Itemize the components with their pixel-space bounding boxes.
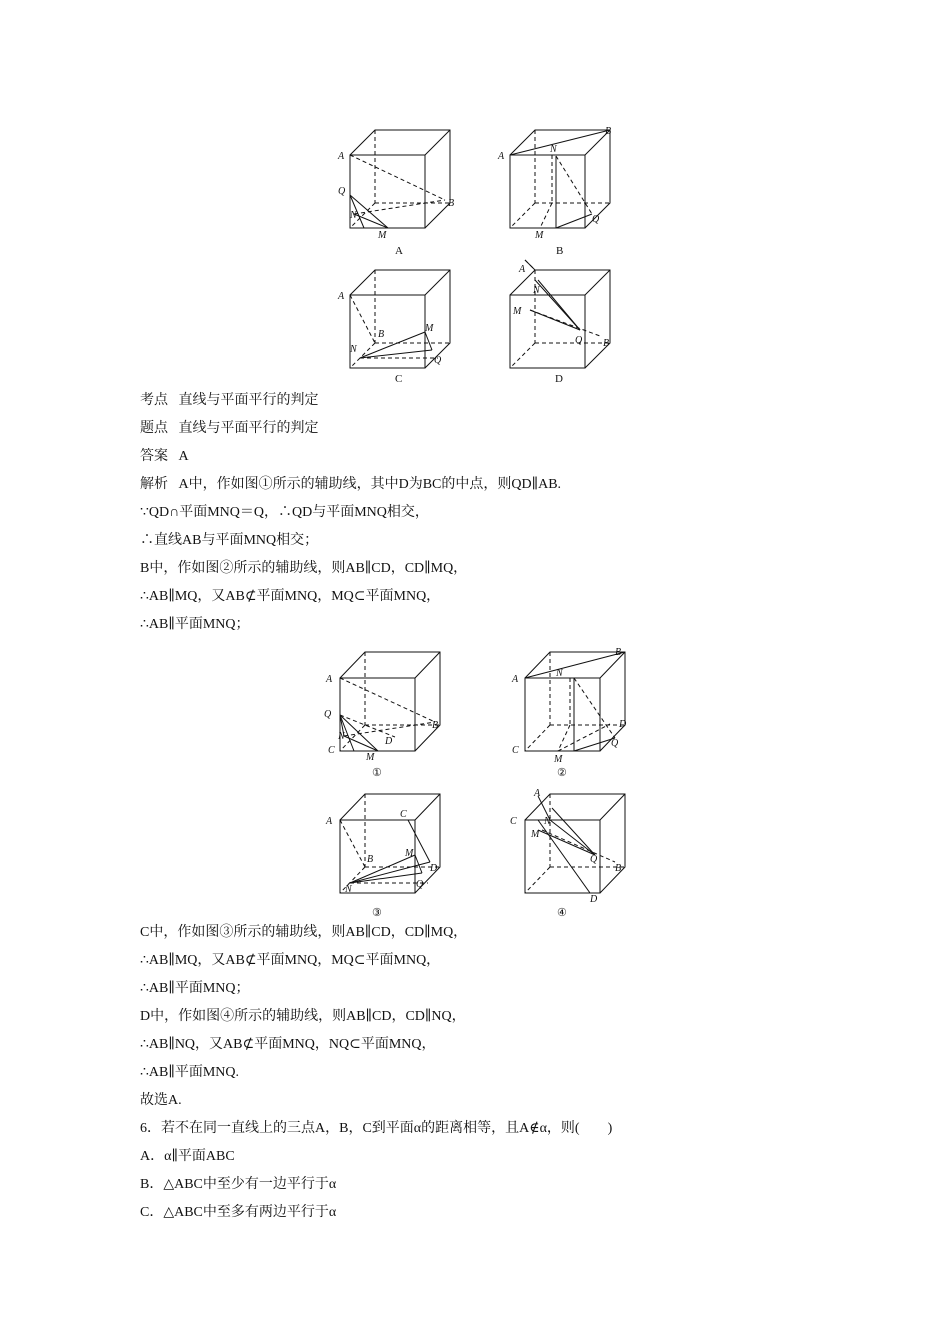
label-4-d: D xyxy=(590,894,598,905)
tidian-label: 题点 xyxy=(140,421,168,436)
label-a-b: B xyxy=(448,198,455,209)
label-b-a: A xyxy=(498,151,505,162)
label-3-q: Q xyxy=(416,879,424,890)
label-b-q: Q xyxy=(592,214,600,225)
cube-option-d xyxy=(510,260,610,368)
cube-fig-3 xyxy=(340,794,440,893)
label-2-m: M xyxy=(554,754,563,765)
label-a-n: N xyxy=(350,210,357,221)
caption-c: C xyxy=(395,373,403,385)
analysis-line-5: ∴AB∥MQ，又AB⊄平面MNQ，MQ⊂平面MNQ， xyxy=(140,589,441,604)
analysis-line-7: C中，作如图③所示的辅助线，则AB∥CD，CD∥MQ， xyxy=(140,925,468,940)
label-2-d: D xyxy=(619,719,627,730)
tidian-line xyxy=(140,420,319,438)
analysis-line-12: ∴AB∥平面MNQ. xyxy=(140,1065,239,1080)
analysis-line-3: ∴直线AB与平面MNQ相交； xyxy=(140,533,319,548)
label-b-b: B xyxy=(605,126,612,137)
label-2-n: N xyxy=(556,668,563,679)
label-1-n: N xyxy=(338,731,345,742)
label-2-a: A xyxy=(512,674,519,685)
label-3-b: B xyxy=(367,854,374,865)
label-d-b: B xyxy=(603,338,610,349)
analysis-line-4: B中，作如图②所示的辅助线，则AB∥CD，CD∥MQ， xyxy=(140,561,468,576)
answer-label: 答案 xyxy=(140,449,168,464)
label-c-m: M xyxy=(425,323,434,334)
label-1-a: A xyxy=(326,674,333,685)
cube-fig-4 xyxy=(525,794,625,893)
label-c-q: Q xyxy=(434,355,442,366)
analysis-label: 解析 xyxy=(140,477,168,492)
label-3-a: A xyxy=(326,816,333,827)
label-c-a: A xyxy=(338,291,345,302)
cube-option-c xyxy=(350,270,450,368)
analysis-line-6: ∴AB∥平面MNQ； xyxy=(140,617,250,632)
label-4-q: Q xyxy=(590,854,598,865)
label-4-b: B xyxy=(615,863,622,874)
label-1-c: C xyxy=(328,745,335,756)
caption-d: D xyxy=(555,373,563,385)
label-4-m: M xyxy=(531,829,540,840)
label-d-q: Q xyxy=(575,335,583,346)
label-3-m: M xyxy=(405,848,414,859)
analysis-line-1 xyxy=(140,476,561,494)
label-a-q: Q xyxy=(338,186,346,197)
label-2-c: C xyxy=(512,745,519,756)
analysis-line-10: D中，作如图④所示的辅助线，则AB∥CD，CD∥NQ， xyxy=(140,1009,466,1024)
kaodian-label: 考点 xyxy=(140,393,168,408)
analysis-line-9: ∴AB∥平面MNQ； xyxy=(140,981,250,996)
label-c-n: N xyxy=(350,344,357,355)
label-a-a: A xyxy=(338,151,345,162)
label-4-c: C xyxy=(510,816,517,827)
label-a-m: M xyxy=(378,230,387,241)
label-1-d: D xyxy=(385,736,393,747)
analysis-conclusion: 故选A. xyxy=(140,1093,182,1108)
answer-line xyxy=(140,448,189,466)
kaodian-value: 直线与平面平行的判定 xyxy=(178,393,319,408)
analysis-text-1: A中，作如图①所示的辅助线，其中D为BC的中点，则QD∥AB. xyxy=(178,477,562,492)
caption-2: ② xyxy=(557,767,567,779)
analysis-line-11: ∴AB∥NQ，又AB⊄平面MNQ，NQ⊂平面MNQ， xyxy=(140,1037,436,1052)
caption-1: ① xyxy=(372,767,382,779)
analysis-line-8: ∴AB∥MQ，又AB⊄平面MNQ，MQ⊂平面MNQ， xyxy=(140,953,441,968)
option-a: A．α∥平面ABC xyxy=(140,1149,235,1164)
cube-figure-auxiliary xyxy=(320,640,640,920)
label-3-d: D xyxy=(430,863,438,874)
cube-figure-options xyxy=(330,120,630,390)
label-3-n: N xyxy=(345,884,352,895)
label-1-m: M xyxy=(366,752,375,763)
label-1-b: B xyxy=(432,720,439,731)
label-3-c: C xyxy=(400,809,407,820)
cube-fig-2 xyxy=(525,652,625,751)
caption-4: ④ xyxy=(557,907,567,919)
caption-b: B xyxy=(556,245,564,257)
label-4-a: A xyxy=(534,788,541,799)
question-6: 6．若不在同一直线上的三点A，B，C到平面α的距离相等，且A∉α，则( ) xyxy=(140,1121,613,1136)
label-c-b: B xyxy=(378,329,385,340)
label-b-n: N xyxy=(550,144,557,155)
label-1-q: Q xyxy=(324,709,332,720)
caption-a: A xyxy=(395,245,403,257)
analysis-line-2: ∵QD∩平面MNQ＝Q，∴QD与平面MNQ相交， xyxy=(140,505,429,520)
label-d-n: N xyxy=(533,285,540,296)
label-2-q: Q xyxy=(611,738,619,749)
label-2-b: B xyxy=(615,647,622,658)
option-c: C．△ABC中至多有两边平行于α xyxy=(140,1205,337,1220)
tidian-value: 直线与平面平行的判定 xyxy=(178,421,319,436)
kaodian-line xyxy=(140,392,319,410)
label-4-n: N xyxy=(544,816,551,827)
cube-option-a xyxy=(350,130,450,228)
label-d-m: M xyxy=(513,306,522,317)
label-d-a: A xyxy=(519,264,526,275)
answer-value: A xyxy=(178,449,189,464)
label-b-m: M xyxy=(535,230,544,241)
option-b: B．△ABC中至少有一边平行于α xyxy=(140,1177,337,1192)
caption-3: ③ xyxy=(372,907,382,919)
